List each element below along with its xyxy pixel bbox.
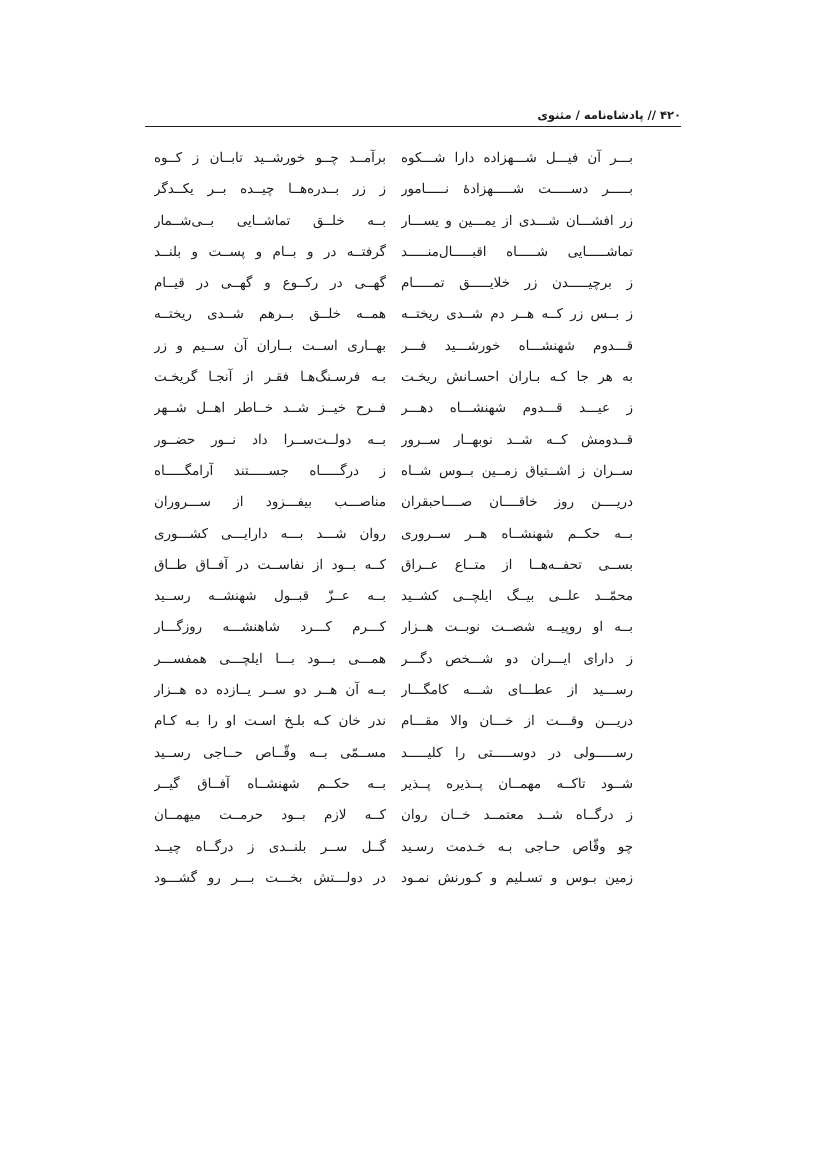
verse-line-right: قــدومش کــه شــد نوبهــار ســرور (401, 432, 633, 448)
verse-line-right: به هر جا کـه بـاران احسـانش ریخـت (401, 370, 633, 386)
verse-line-left: کــه بــود از نفاســت در آفــاق طــاق (154, 557, 386, 573)
verse-line-right: رســـید از عطـــای شـــه کامگـــار (401, 683, 633, 699)
running-header (145, 104, 681, 126)
verse-line-left: برآمــد چــو خورشــید تابــان ز کــوه (154, 151, 386, 166)
verse-line-left: ز درگـــــاه جســـــتند آرامگـــــاه (154, 463, 386, 479)
book-title: پادشاه‌نامه (583, 108, 644, 122)
verse-line-left: مســمّی بــه وقّــاص حــاجی رســید (154, 745, 386, 761)
verse-line-right: ز بــس زر کــه هــر دم شــدی ریختــه (401, 307, 633, 323)
verse-line-right: قـــدوم شهنشـــاه خورشـــید فـــر (401, 338, 633, 354)
header-slash: / (571, 108, 584, 122)
poem-right-column (401, 143, 633, 894)
verse-line-right: رســـــولی در دوســـــتی را کلیـــــد (401, 745, 633, 761)
verse-line-left: بــه آن هــر دو ســر یــازده ده هــزار (154, 683, 386, 699)
verse-line-left: بـه فرسـنگ‌هـا فقـر از آنجـا گریخـت (154, 370, 386, 386)
verse-line-right: دریــــن روز خاقــــان صــــاحبقران (401, 495, 633, 511)
verse-line-left: روان شـــد بـــه دارایـــی کشـــوری (154, 526, 386, 542)
header-rule (145, 126, 681, 127)
verse-line-right: بســی تحفــه‌هــا از متــاع عــراق (401, 557, 633, 573)
verse-line-right: ز دارای ایـــران دو شـــخص دگـــر (401, 651, 633, 667)
verse-line-right: ز عیـــد قـــدوم شهنشـــاه دهـــر (401, 401, 633, 417)
verse-line-left: گهــی در رکــوع و گهــی در قیــام (154, 276, 386, 292)
verse-line-left: همـــی بـــود بـــا ایلچـــی همفســـر (154, 651, 386, 667)
verse-line-left: مناصـــب بیفـــزود از ســـروران (154, 495, 386, 511)
verse-line-left: بــه حکــم شهنشــاه آفــاق گیــر (154, 776, 386, 792)
verse-line-left: بــه خلــق تماشــایی بــی‌شــمار (154, 213, 386, 229)
verse-line-right: تماشـــــایی شـــــاه اقبـــــال‌منـــــد (401, 244, 633, 260)
header-separator: // (643, 108, 660, 122)
page-number: ۴۲۰ (659, 108, 681, 122)
section-title: مثنوی (537, 108, 572, 122)
verse-line-right: بــه حکــم شهنشــاه هــر ســروری (401, 526, 633, 542)
verse-line-left: بهــاری اســت بــاران آن ســیم و زر (154, 338, 386, 354)
poem-left-column (154, 143, 386, 894)
verse-line-right: دریـــن وقـــت از خـــان والا مقـــام (401, 714, 633, 730)
verse-line-left: گــل ســر بلنــدی ز درگــاه چیــد (154, 839, 386, 855)
verse-line-right: ز برچیـــــدن زر خلایـــــق تمـــــام (401, 276, 633, 292)
verse-line-right: چو وقّاص حـاجی بـه خـدمت رسـید (401, 839, 633, 855)
verse-line-right: شــود تاکــه مهمــان پــذیره پــذیر (401, 776, 633, 792)
verse-line-left: گرفتــه در و بــام و پســت و بلنــد (154, 244, 386, 260)
verse-line-left: ندر خان کـه بلـخ اسـت او را بـه کـام (154, 714, 386, 730)
verse-line-left: کــه لازم بــود حرمــت میهمــان (154, 808, 386, 824)
verse-line-right: زر افشـــان شـــدی از یمـــین و یســـار (401, 213, 633, 229)
verse-line-left: در دولـــتش بخـــت بـــر رو گشـــود (154, 870, 386, 886)
verse-line-left: بــه دولــت‌ســرا داد نــور حضــور (154, 432, 386, 448)
verse-line-right: ســران ز اشــتیاق زمــین بــوس شــاه (401, 463, 633, 479)
verse-line-left: بــه عــزّ قبــول شهنشــه رســید (154, 589, 386, 605)
verse-line-right: بــه او روپیــه شصــت نوبــت هــزار (401, 620, 633, 636)
verse-line-right: محمّــد علــی بیــگ ایلچــی کشــید (401, 589, 633, 605)
verse-line-left: همــه خلــق بــرهم شــدی ریختــه (154, 307, 386, 323)
verse-line-right: بـــر آن فیـــل شـــهزاده دارا شـــکوه (401, 151, 633, 166)
verse-line-right: زمین بـوس و تسـلیم و کـورنش نمـود (401, 870, 633, 886)
verse-line-right: بـــــر دســـــت شـــــهزادهٔ نـــــامور (401, 182, 633, 198)
verse-line-left: ز زر بــدره‌هــا چیــده بــر یکــدگر (154, 182, 386, 198)
verse-line-left: فــرح خیــز شــد خــاطر اهــل شــهر (154, 401, 386, 417)
verse-line-right: ز درگــاه شــد معتمــد خــان روان (401, 808, 633, 824)
verse-line-left: کـــرم کـــرد شاهنشـــه روزگـــار (154, 620, 386, 636)
